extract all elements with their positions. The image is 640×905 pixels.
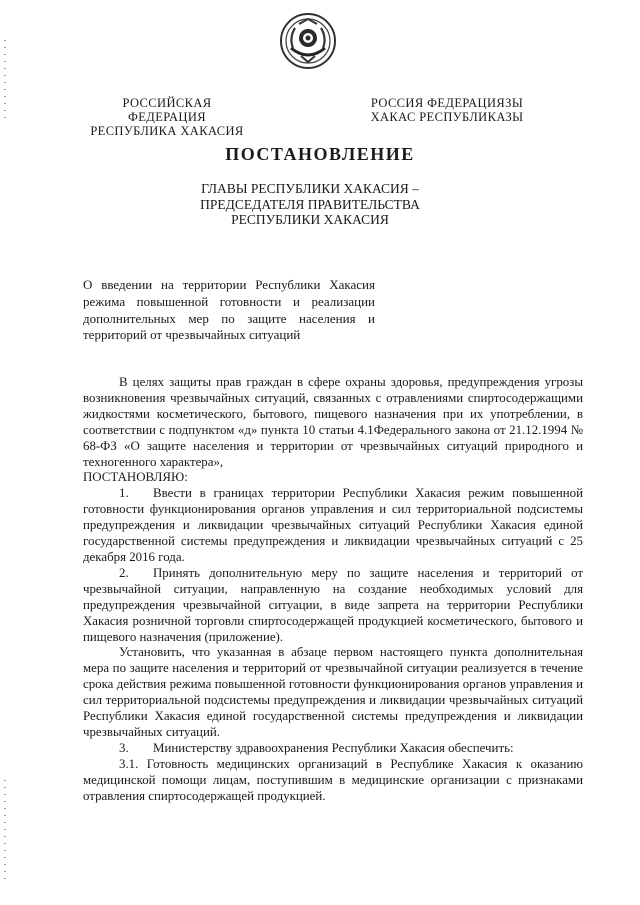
subtitle-line2: ПРЕДСЕДАТЕЛЯ ПРАВИТЕЛЬСТВА — [200, 196, 420, 212]
scan-edge-dots-top — [4, 40, 6, 120]
item-1 — [83, 486, 583, 566]
item-3-number: 3. — [119, 740, 129, 755]
document-title: ПОСТАНОВЛЕНИЕ — [225, 144, 415, 164]
header-russia-ru — [82, 96, 252, 138]
header-left-line1: РОССИЙСКАЯ ФЕДЕРАЦИЯ — [122, 96, 212, 124]
document-body — [83, 375, 583, 804]
preamble-paragraph: В целях защиты прав граждан в сфере охраны здоровья, предупреждения угрозы возникновения чрезвычайных ситуаций, связанных с отравлениями спиртосодержащими жидкостями косметического, бытового, пищевого назначения при их употреблении, в соответствии с подпунктом «д» пункта 10 статьи 4.1Федерального закона от 21.12.1994 № 68-ФЗ «О защите населения и территории от чрезвычайных ситуаций природного и техногенного характера», — [83, 375, 583, 469]
item-2 — [83, 566, 583, 646]
header-russia-khakas — [352, 96, 542, 124]
subtitle-line1: ГЛАВЫ РЕСПУБЛИКИ ХАКАСИЯ – — [201, 181, 419, 196]
item-2-text: Принять дополнительную меру по защите населения и территорий от чрезвычайной ситуации, направленную на создание необходимых условий для предупреждения чрезвычайной ситуации, в виде запрета на территории Республики Хакасия розничной торговли спиртосодержащей продукцией косметического, бытового и пищевого назначения (приложение). — [83, 565, 583, 644]
item-2-extra-paragraph: Установить, что указанная в абзаце первом настоящего пункта дополнительная мера по защите населения и территорий от чрезвычайной ситуации реализуется в течение срока действия режима повышенной готовности функционирования органов управления и сил территориальной подсистемы предупреждения и ликвидации чрезвычайных ситуаций Республики Хакасия единой государственной системы предупреждения и ликвидации чрезвычайных ситуаций. — [83, 645, 583, 739]
item-3 — [83, 741, 583, 757]
item-2-number: 2. — [119, 565, 129, 580]
item-3-1: 3.1. Готовность медицинских организаций в Республике Хакасия к оказанию медицинской помощи лицам, поступившим в медицинские организации с признаками отравления спиртосодержащей продукцией. — [83, 756, 583, 803]
coat-of-arms-emblem — [279, 12, 337, 70]
item-1-number: 1. — [119, 486, 129, 501]
document-subject: О введении на территории Республики Хакасия режима повышенной готовности и реализации дополнительных мер по защите населения и территорий от чрезвычайных ситуаций — [83, 277, 375, 343]
scan-edge-dots-bottom — [4, 780, 6, 880]
header-left-line2: РЕСПУБЛИКА ХАКАСИЯ — [90, 124, 244, 138]
item-3-text: Министерству здравоохранения Республики Хакасия обеспечить: — [153, 740, 514, 755]
decree-word: ПОСТАНОВЛЯЮ: — [83, 470, 188, 485]
header-right-line1: РОССИЯ ФЕДЕРАЦИЯЗЫ — [370, 96, 524, 110]
subtitle-line3: РЕСПУБЛИКИ ХАКАСИЯ — [231, 212, 389, 227]
item-1-text: Ввести в границах территории Республики Хакасия режим повышенной готовности функционирования органов управления и сил территориальной подсистемы предупреждения и ликвидации чрезвычайных ситуаций Республики Хакасия единой государственной системы предупреждения и ликвидации чрезвычайных ситуаций с 25 декабря 2016 года. — [83, 486, 583, 564]
document-subtitle — [150, 181, 470, 228]
header-right-line2: ХАКАС РЕСПУБЛИКАЗЫ — [370, 110, 524, 124]
